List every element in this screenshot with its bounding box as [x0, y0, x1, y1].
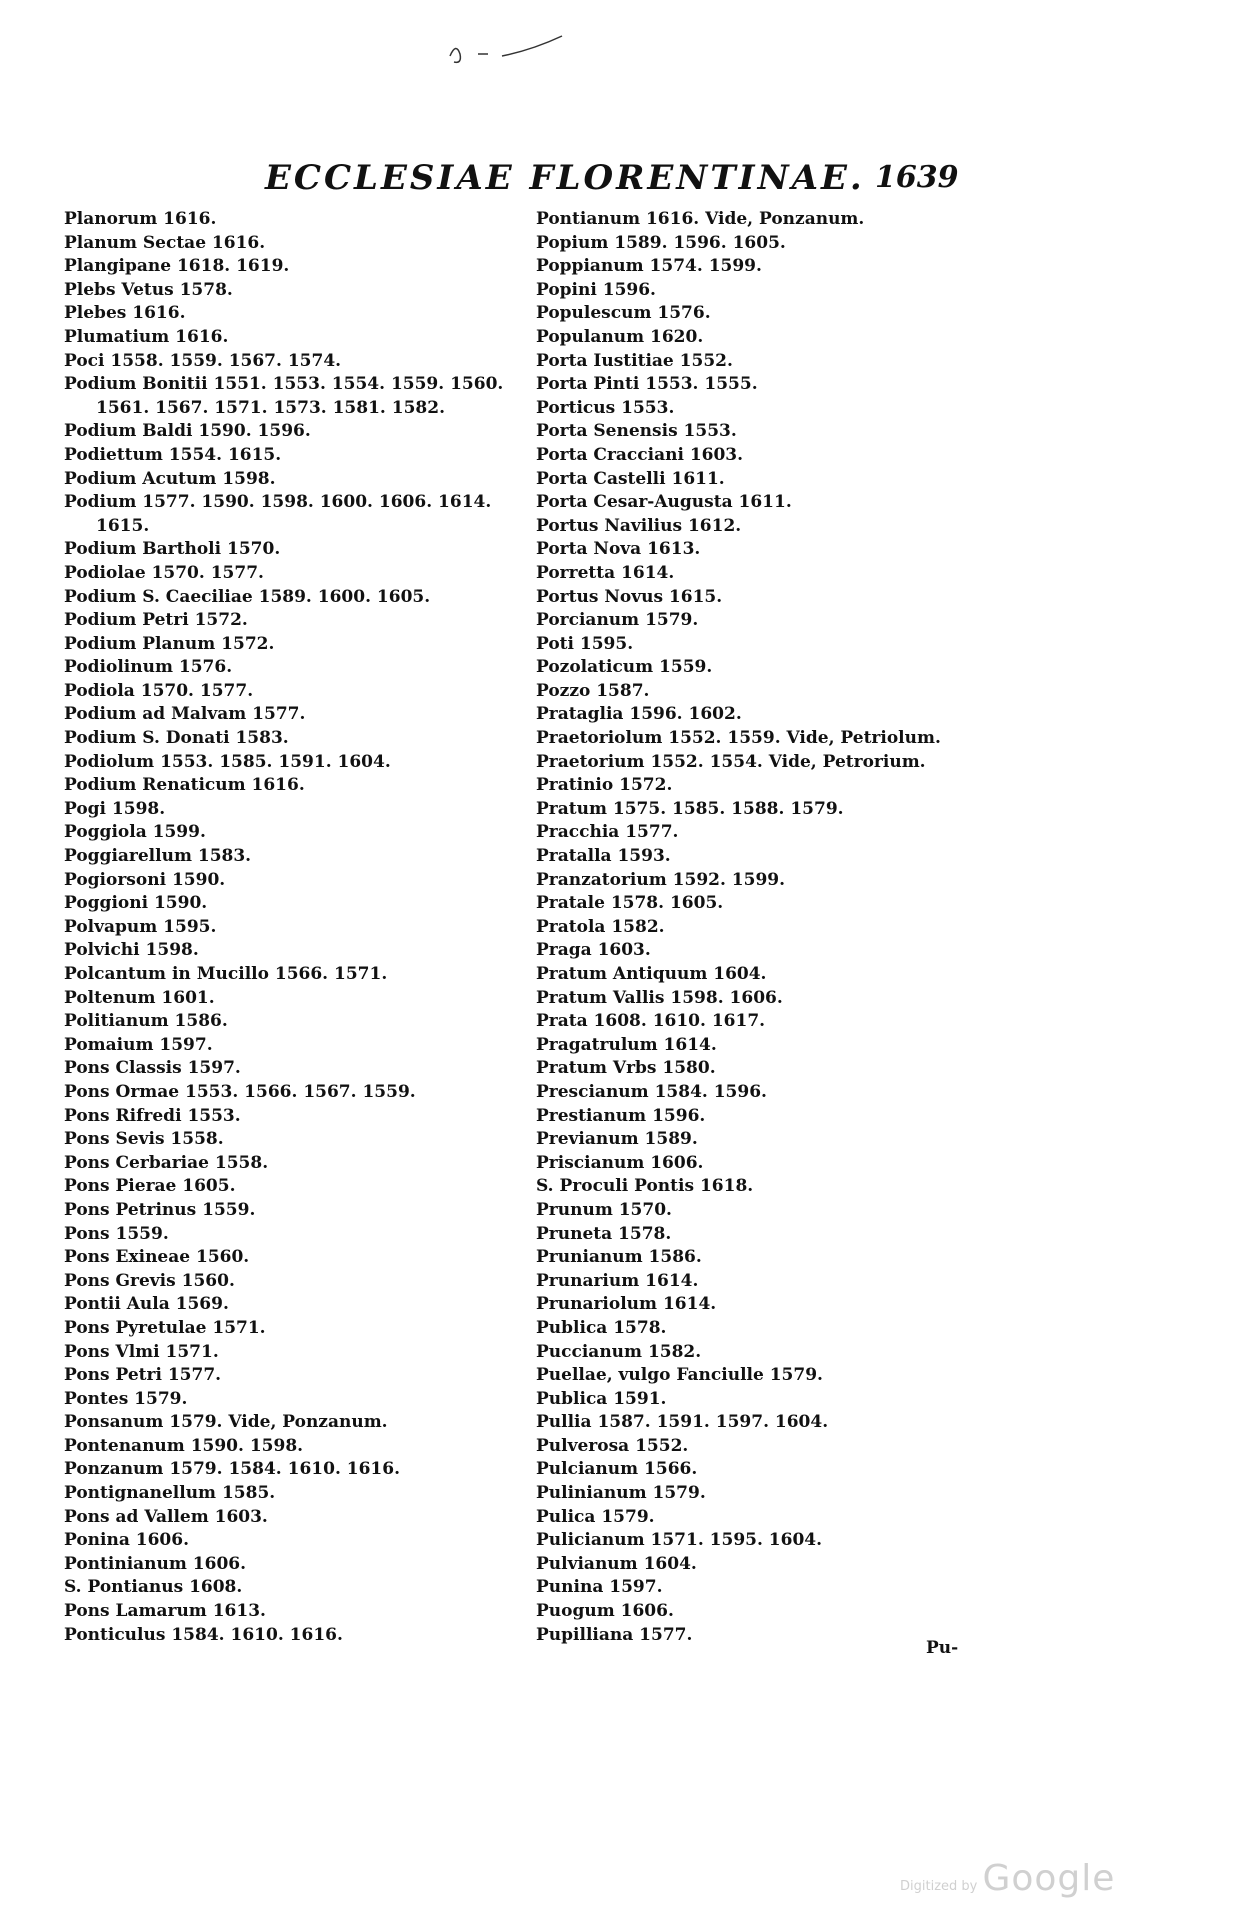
index-entry: S. Pontianus 1608.: [64, 1577, 243, 1598]
watermark-prefix: Digitized by: [900, 1879, 978, 1894]
index-entry: Planorum 1616.: [64, 209, 217, 229]
index-entry: Portus Novus 1615.: [536, 586, 723, 607]
index-entry: Praga 1603.: [536, 940, 651, 961]
index-entry: Pons Grevis 1560.: [64, 1270, 235, 1291]
index-entry: Podium ad Malvam 1577.: [64, 704, 306, 725]
page-title: ECCLESIAE FLORENTINAE.: [265, 158, 865, 198]
index-entry: Pons Exineae 1560.: [64, 1247, 250, 1268]
index-entry: Pratalla 1593.: [536, 846, 671, 867]
index-entry: Podiolae 1570. 1577.: [64, 562, 264, 583]
index-entry: Populescum 1576.: [536, 303, 711, 324]
index-entry: Pracchia 1577.: [536, 822, 679, 843]
index-entry: Puogum 1606.: [536, 1601, 674, 1622]
page-number: 1639: [875, 160, 959, 195]
digitized-by-watermark: [900, 1858, 1115, 1899]
index-entry: Prunum 1570.: [536, 1199, 672, 1220]
index-entry: Pons Ormae 1553. 1566. 1567. 1559.: [64, 1081, 416, 1102]
index-entry: Podiettum 1554. 1615.: [64, 444, 282, 465]
index-entry: Porta Cesar-Augusta 1611.: [536, 492, 792, 513]
index-entry: Pulcianum 1566.: [536, 1459, 698, 1480]
index-entry: Plebes 1616.: [64, 303, 186, 324]
left-column: [64, 208, 534, 1647]
index-entry: Pons Lamarum 1613.: [64, 1601, 266, 1622]
index-entry: Portus Navilius 1612.: [536, 515, 742, 536]
index-entry: Podium Baldi 1590. 1596.: [64, 421, 311, 442]
index-entry: Pons Sevis 1558.: [64, 1129, 224, 1150]
index-entry: Pragatrulum 1614.: [536, 1034, 717, 1055]
right-column: [536, 208, 1006, 1647]
index-entry: Priscianum 1606.: [536, 1152, 704, 1173]
index-entry: Pons Cerbariae 1558.: [64, 1152, 269, 1173]
index-entry: Podium 1577. 1590. 1598. 1600. 1606. 1614.: [64, 492, 492, 513]
index-entry: Prata 1608. 1610. 1617.: [536, 1011, 766, 1032]
index-entry: Pontenanum 1590. 1598.: [64, 1435, 304, 1456]
index-entry: Ponticulus 1584. 1610. 1616.: [64, 1624, 343, 1645]
index-entry: Popini 1596.: [536, 279, 656, 300]
index-entry: Pulverosa 1552.: [536, 1435, 689, 1456]
index-entry: Porta Castelli 1611.: [536, 468, 725, 489]
index-entry: Pontianum 1616. Vide, Ponzanum.: [536, 209, 865, 229]
index-entry: Pulvianum 1604.: [536, 1553, 697, 1574]
index-entry: Politianum 1586.: [64, 1011, 228, 1032]
index-entry: Pogiorsoni 1590.: [64, 869, 226, 890]
index-entry: Porta Cracciani 1603.: [536, 444, 744, 465]
index-entry: Prestianum 1596.: [536, 1105, 706, 1126]
index-entry: Pozzo 1587.: [536, 680, 650, 701]
index-entry: Podium Renaticum 1616.: [64, 775, 305, 796]
index-entry: Pratale 1578. 1605.: [536, 893, 724, 914]
index-entry: Pratinio 1572.: [536, 775, 673, 796]
index-entry: Pratum Antiquum 1604.: [536, 964, 767, 984]
index-entry: Pontinianum 1606.: [64, 1553, 247, 1574]
index-entry: Porta Pinti 1553. 1555.: [536, 374, 758, 395]
index-entry: Pranzatorium 1592. 1599.: [536, 869, 786, 890]
index-entry: Pozolaticum 1559.: [536, 657, 713, 678]
index-entry: Pratum Vrbs 1580.: [536, 1058, 716, 1079]
index-entry: Pruneta 1578.: [536, 1223, 672, 1244]
index-entry: Praetoriolum 1552. 1559. Vide, Petriolum.: [536, 728, 941, 749]
index-entry: Poci 1558. 1559. 1567. 1574.: [64, 350, 342, 371]
index-entry: Prunarium 1614.: [536, 1270, 699, 1291]
index-entry: Poggiola 1599.: [64, 822, 206, 843]
page-header: [0, 158, 1252, 198]
index-entry: Prescianum 1584. 1596.: [536, 1081, 767, 1102]
index-entry: Pontii Aula 1569.: [64, 1294, 229, 1315]
index-entry: Podium Petri 1572.: [64, 610, 248, 631]
index-entry: Pulica 1579.: [536, 1506, 655, 1527]
index-entry: Pons 1559.: [64, 1223, 169, 1244]
index-entry: Poppianum 1574. 1599.: [536, 256, 762, 277]
index-entry: Ponzanum 1579. 1584. 1610. 1616.: [64, 1459, 401, 1480]
index-entry: Podium Bonitii 1551. 1553. 1554. 1559. 1560.: [64, 374, 504, 395]
index-entry: Poltenum 1601.: [64, 987, 215, 1008]
index-entry: Pratum Vallis 1598. 1606.: [536, 987, 783, 1008]
index-entry: Prataglia 1596. 1602.: [536, 704, 742, 725]
index-entry: Poti 1595.: [536, 633, 634, 654]
index-entry: 1615.: [96, 515, 150, 536]
index-entry: Pulicianum 1571. 1595. 1604.: [536, 1530, 823, 1551]
index-entry: Prunariolum 1614.: [536, 1294, 717, 1315]
index-entry: Pratola 1582.: [536, 916, 665, 937]
index-entry: Porta Nova 1613.: [536, 539, 701, 560]
handwritten-mark: [440, 30, 600, 70]
index-entry: Podium Bartholi 1570.: [64, 539, 281, 560]
index-entry: Podiolinum 1576.: [64, 657, 233, 678]
index-entry: Pupilliana 1577.: [536, 1624, 693, 1645]
index-entry: Populanum 1620.: [536, 326, 704, 347]
index-entry: Puellae, vulgo Fanciulle 1579.: [536, 1365, 823, 1386]
index-entry: Porcianum 1579.: [536, 610, 699, 631]
index-entry: Pons ad Vallem 1603.: [64, 1506, 268, 1527]
index-entry: Pulinianum 1579.: [536, 1483, 706, 1504]
index-entry: Poggioni 1590.: [64, 893, 208, 914]
index-entry: S. Proculi Pontis 1618.: [536, 1176, 754, 1197]
index-entry: Pogi 1598.: [64, 798, 166, 819]
index-entry: Plebs Vetus 1578.: [64, 279, 233, 300]
catchword: Pu-: [926, 1638, 959, 1658]
index-entry: Pratum 1575. 1585. 1588. 1579.: [536, 798, 844, 819]
index-entry: Planum Sectae 1616.: [64, 232, 266, 253]
index-entry: Pons Classis 1597.: [64, 1058, 241, 1079]
index-entry: Popium 1589. 1596. 1605.: [536, 232, 786, 253]
index-entry: Poggiarellum 1583.: [64, 846, 252, 867]
index-entry: Porretta 1614.: [536, 562, 675, 583]
index-entry: Punina 1597.: [536, 1577, 663, 1598]
index-entry: Polcantum in Mucillo 1566. 1571.: [64, 964, 388, 984]
index-entry: Previanum 1589.: [536, 1129, 698, 1150]
index-entry: Pontignanellum 1585.: [64, 1483, 276, 1504]
index-entry: Pons Rifredi 1553.: [64, 1105, 241, 1126]
index-entry: Polvichi 1598.: [64, 940, 199, 961]
index-entry: Pons Vlmi 1571.: [64, 1341, 219, 1362]
index-entry: Podium S. Donati 1583.: [64, 728, 289, 749]
index-entry: Ponina 1606.: [64, 1530, 190, 1551]
index-entry: Polvapum 1595.: [64, 916, 217, 937]
index-entry: Pullia 1587. 1591. 1597. 1604.: [536, 1412, 829, 1433]
watermark-brand: Google: [982, 1858, 1116, 1899]
index-entry: Prunianum 1586.: [536, 1247, 702, 1268]
index-entry: Porticus 1553.: [536, 397, 675, 418]
index-entry: 1561. 1567. 1571. 1573. 1581. 1582.: [96, 397, 445, 418]
index-entry: Plumatium 1616.: [64, 326, 229, 347]
index-entry: Pontes 1579.: [64, 1388, 188, 1409]
index-entry: Podiola 1570. 1577.: [64, 680, 254, 701]
index-entry: Publica 1591.: [536, 1388, 667, 1409]
index-entry: Podium Planum 1572.: [64, 633, 275, 654]
index-entry: Pons Petrinus 1559.: [64, 1199, 256, 1220]
index-entry: Podium S. Caeciliae 1589. 1600. 1605.: [64, 586, 431, 607]
index-entry: Praetorium 1552. 1554. Vide, Petrorium.: [536, 751, 926, 772]
index-entry: Pons Petri 1577.: [64, 1365, 222, 1386]
index-entry: Plangipane 1618. 1619.: [64, 256, 290, 277]
index-entry: Podium Acutum 1598.: [64, 468, 276, 489]
index-entry: Pons Pierae 1605.: [64, 1176, 236, 1197]
index-entry: Puccianum 1582.: [536, 1341, 702, 1362]
index-entry: Pomaium 1597.: [64, 1034, 213, 1055]
index-entry: Porta Senensis 1553.: [536, 421, 737, 442]
index-entry: Ponsanum 1579. Vide, Ponzanum.: [64, 1412, 388, 1433]
index-entry: Podiolum 1553. 1585. 1591. 1604.: [64, 751, 391, 772]
index-entry: Porta Iustitiae 1552.: [536, 350, 733, 371]
index-entry: Publica 1578.: [536, 1317, 667, 1338]
index-entry: Pons Pyretulae 1571.: [64, 1317, 266, 1338]
